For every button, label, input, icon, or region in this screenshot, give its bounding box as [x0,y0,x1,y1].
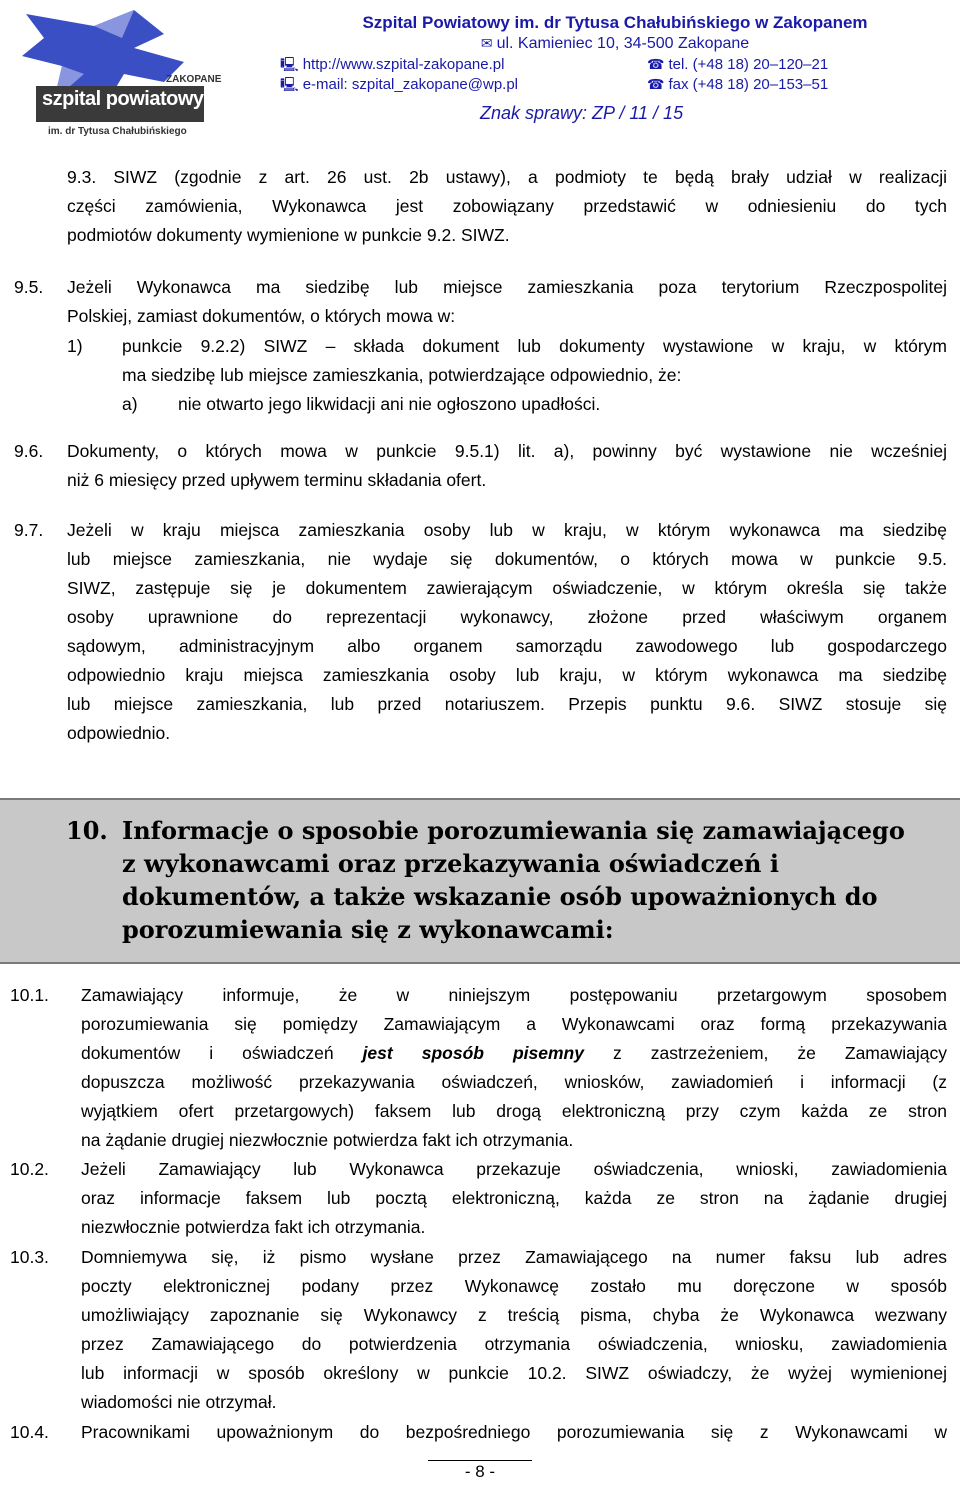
phone-entry [647,54,828,75]
text-line: osoby uprawnione do reprezentacji wykonawcy, złożone przed właściwym organem [67,607,947,627]
text-line: poczty elektronicznej podany przez Wykonawcę zostało mu doręczone w sposób [81,1276,947,1296]
text-line: wyjątkiem ofert przetargowych) faksem lub drogą elektroniczną przy czym każda ze stron [81,1101,947,1121]
paragraph-10-2 [81,1155,947,1242]
text-line: oraz informacje faksem lub pocztą elektroniczną, każda ze stron na żądanie drugiej [81,1188,947,1208]
text-line: punkcie 9.2.2) SIWZ – składa dokument lub dokumenty wystawione w kraju, w którym [122,336,947,356]
text-line: wiadomości nie otrzymał. [81,1392,277,1412]
text-line: Polskiej, zamiast dokumentów, o których mowa w: [67,306,456,326]
text-fragment: dokumentów i oświadczeń [81,1043,363,1063]
paragraph-number: 9.7. [14,520,44,540]
text-line: Jeżeli Zamawiający lub Wykonawca przekazuje oświadczenia, wnioski, zawiadomienia [81,1159,947,1179]
sub-item-letter: a) [122,394,138,414]
fax-icon: ☎ [647,76,665,92]
paragraph-10-4 [81,1418,947,1447]
hospital-logo [14,4,224,142]
text-line: niezwłocznie potwierdza fakt ich otrzymania. [81,1217,426,1237]
text-line: odpowiednio kraju miejsca zamieszkania osoby lub kraju, w którym wykonawca ma siedzibę [67,665,947,685]
text-line: Jeżeli w kraju miejsca zamieszkania osoby lub w kraju, w którym wykonawca ma siedzibę [67,520,947,540]
email-entry [280,74,518,95]
text-line: 9.3. SIWZ (zgodnie z art. 26 ust. 2b ustawy), a podmioty te będą brały udział w realizacji [67,167,947,187]
text-line: Pracownikami upoważnionym do bezpośredniego porozumiewania się z Wykonawcami w [81,1422,947,1442]
section-title-line: dokumentów, a także wskazanie osób upoważnionych do [122,882,878,911]
text-line: części zamówienia, Wykonawca jest zobowiązany przedstawić w odniesieniu do tych [67,196,947,216]
paragraph-number: 10.3. [10,1247,49,1267]
fax-entry [647,74,828,95]
text-line: Domniemywa się, iż pismo wysłane przez Zamawiającego na numer faksu lub adres [81,1247,947,1267]
text-line: przez Zamawiającego do potwierdzenia otrzymania oświadczenia, wniosku, zawiadomienia [81,1334,947,1354]
list-item-number: 1) [67,336,83,356]
logo-caption-main: szpital powiatowy [42,88,204,110]
email-link[interactable]: e-mail: szpital_zakopane@wp.pl [302,76,519,93]
phone-icon: ☎ [647,56,665,72]
text-line [81,1039,947,1068]
paragraph-number: 10.1. [10,985,49,1005]
section-number: 10. [66,816,108,845]
section-title-line: z wykonawcami oraz przekazywania oświadczeń i [122,849,779,878]
hospital-name: Szpital Powiatowy im. dr Tytusa Chałubińskiego w Zakopanem [362,13,868,32]
computer-icon: 🖳 [280,76,299,92]
paragraph-9-7 [67,516,947,748]
list-item-9-5-1 [122,332,947,390]
text-line: na żądanie drugiej niezwłocznie potwierdza fakt ich otrzymania. [81,1130,574,1150]
envelope-icon: ✉ [480,35,493,51]
text-line: lub miejsce zamieszkania, lub przed notariuszem. Przepis punktu 9.6. SIWZ stosuje się [67,694,947,714]
text-line: nie otwarto jego likwidacji ani nie ogłoszono upadłości. [178,394,601,414]
paragraph-9-5 [67,273,947,331]
contact-row-2 [275,74,955,94]
text-line: umożliwiający zapoznanie się Wykonawcy z treścią pisma, chyba że Wykonawca wezwany [81,1305,947,1325]
contact-row-1 [275,54,955,74]
hospital-logo-graphic [14,4,224,142]
text-line: porozumiewania się pomiędzy Zamawiającym a Wykonawcami oraz formą przekazywania [81,1014,947,1034]
text-line: sądowym, administracyjnym albo organem samorządu zawodowego lub gospodarczego [67,636,947,656]
text-line: Jeżeli Wykonawca ma siedzibę lub miejsce zamieszkania poza terytorium Rzeczpospolitej [67,277,947,297]
emphasis-text: jest sposób pisemny [362,1043,584,1063]
page-number: - 8 - [464,1462,496,1481]
case-reference: Znak sprawy: ZP / 11 / 15 [480,103,684,123]
header-contact-block [275,12,955,94]
website-entry [280,54,504,75]
text-line: niż 6 miesięcy przed upływem terminu składania ofert. [67,470,487,490]
paragraph-number: 10.4. [10,1422,49,1442]
fax-text: fax (+48 18) 20–153–51 [668,76,829,93]
website-link[interactable]: http://www.szpital-zakopane.pl [302,56,505,73]
address-text: ul. Kamieniec 10, 34-500 Zakopane [496,35,750,52]
phone-text: tel. (+48 18) 20–120–21 [668,56,829,73]
letterhead [0,0,960,150]
paragraph-number: 9.5. [14,277,44,297]
paragraph-number: 9.6. [14,441,44,461]
text-line: dopuszcza możliwość przekazywania oświadczeń, wniosków, zawiadomień i informacji (z [81,1072,947,1092]
logo-caption-top: ZAKOPANE [166,74,222,85]
sub-item-9-5-1-a [178,390,947,419]
paragraph-10-1 [81,981,947,1155]
text-line: podmiotów dokumenty wymienione w punkcie 9.2. SIWZ. [67,225,510,245]
hospital-address [275,33,955,54]
paragraph-9-6 [67,437,947,495]
paragraph-10-3 [81,1243,947,1417]
footer-rule [428,1460,532,1461]
paragraph-9-3 [67,163,947,250]
section-heading-band [0,798,960,964]
text-line: SIWZ, zastępuje się je dokumentem zawierającym oświadczenie, w którym określa się także [67,578,947,598]
text-line: ma siedzibę lub miejsce zamieszkania, potwierdzające odpowiednio, że: [122,365,682,385]
text-fragment: z zastrzeżeniem, że Zamawiający [583,1043,947,1063]
text-line: lub miejsce zamieszkania, nie wydaje się dokumentów, o których mowa w punkcie 9.5. [67,549,947,569]
paragraph-number: 10.2. [10,1159,49,1179]
computer-icon: 🖳 [280,56,299,72]
section-title-line: porozumiewania się z wykonawcami: [122,915,614,944]
text-line: Dokumenty, o których mowa w punkcie 9.5.1) lit. a), powinny być wystawione nie wcześniej [67,441,947,461]
text-line: lub informacji w sposób określony w punkcie 10.2. SIWZ oświadczy, że wyżej wymienionej [81,1363,947,1383]
text-line: Zamawiający informuje, że w niniejszym postępowaniu przetargowym sposobem [81,985,947,1005]
text-line: odpowiednio. [67,723,171,743]
logo-caption-sub: im. dr Tytusa Chałubińskiego [48,126,187,137]
section-title-line: Informacje o sposobie porozumiewania się zamawiającego [122,816,905,845]
